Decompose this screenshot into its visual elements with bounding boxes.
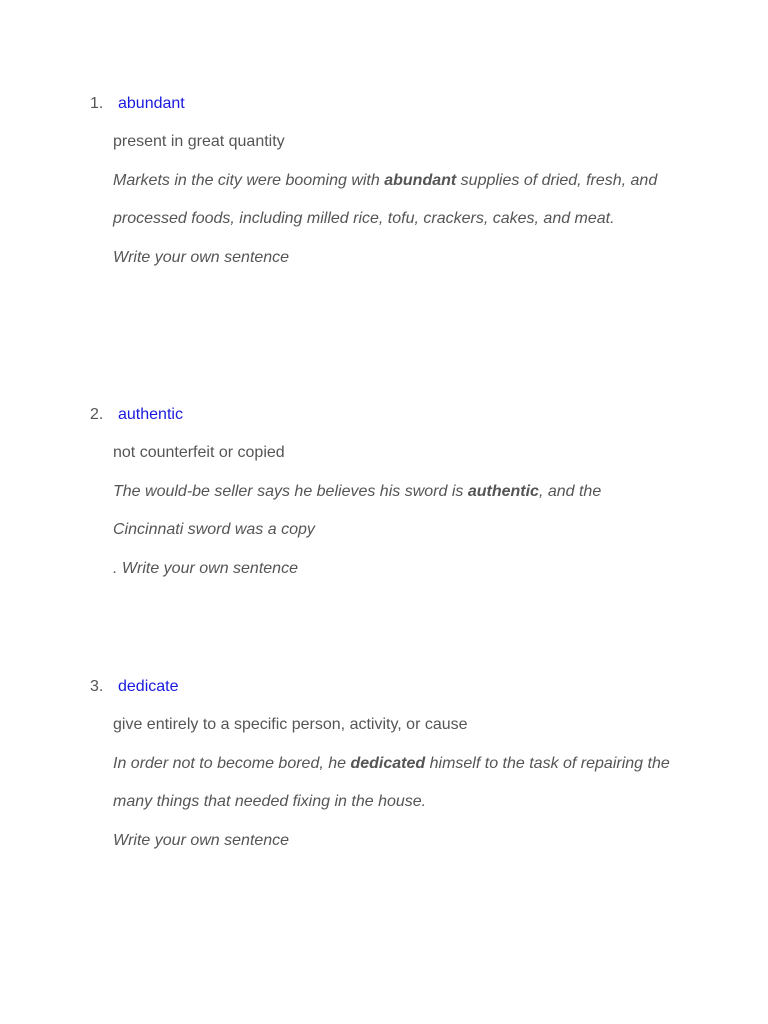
vocab-entry-2 <box>0 404 768 589</box>
entry-body <box>113 123 673 278</box>
example-sentence <box>113 745 673 823</box>
example-text-after: supplies of dried, fresh, and processed foods, including milled rice, tofu, crackers, cakes, and meat. <box>113 171 658 228</box>
example-keyword: authentic <box>467 482 539 500</box>
write-prompt: Write your own sentence <box>113 249 290 267</box>
entry-body <box>113 706 673 861</box>
example-text-before: In order not to become bored, he <box>113 754 351 772</box>
example-sentence <box>113 162 673 240</box>
entry-body <box>113 434 673 589</box>
write-prompt: Write your own sentence <box>113 832 290 850</box>
example-text-after: , and the Cincinnati sword was a copy <box>113 482 602 539</box>
write-prompt: . Write your own sentence <box>113 560 298 578</box>
term-link-dedicate[interactable]: dedicate <box>118 678 179 695</box>
term-line <box>0 93 768 115</box>
entry-number: 3. <box>90 678 104 695</box>
example-keyword: dedicated <box>350 754 426 772</box>
definition: present in great quantity <box>113 132 285 150</box>
term-link-abundant[interactable]: abundant <box>118 95 185 112</box>
entry-number: 2. <box>90 406 104 423</box>
term-line <box>0 404 768 426</box>
term-link-authentic[interactable]: authentic <box>118 406 183 423</box>
definition: not counterfeit or copied <box>113 443 285 461</box>
term-line <box>0 676 768 698</box>
example-sentence <box>113 473 673 551</box>
vocab-entry-1 <box>0 93 768 278</box>
example-text-after: himself to the task of repairing the many things that needed fixing in the house. <box>113 754 670 811</box>
vocab-entry-3 <box>0 676 768 861</box>
definition: give entirely to a specific person, activity, or cause <box>113 715 468 733</box>
example-text-before: The would-be seller says he believes his sword is <box>113 482 468 500</box>
example-keyword: abundant <box>384 171 457 189</box>
entry-number: 1. <box>90 95 104 112</box>
example-text-before: Markets in the city were booming with <box>113 171 385 189</box>
